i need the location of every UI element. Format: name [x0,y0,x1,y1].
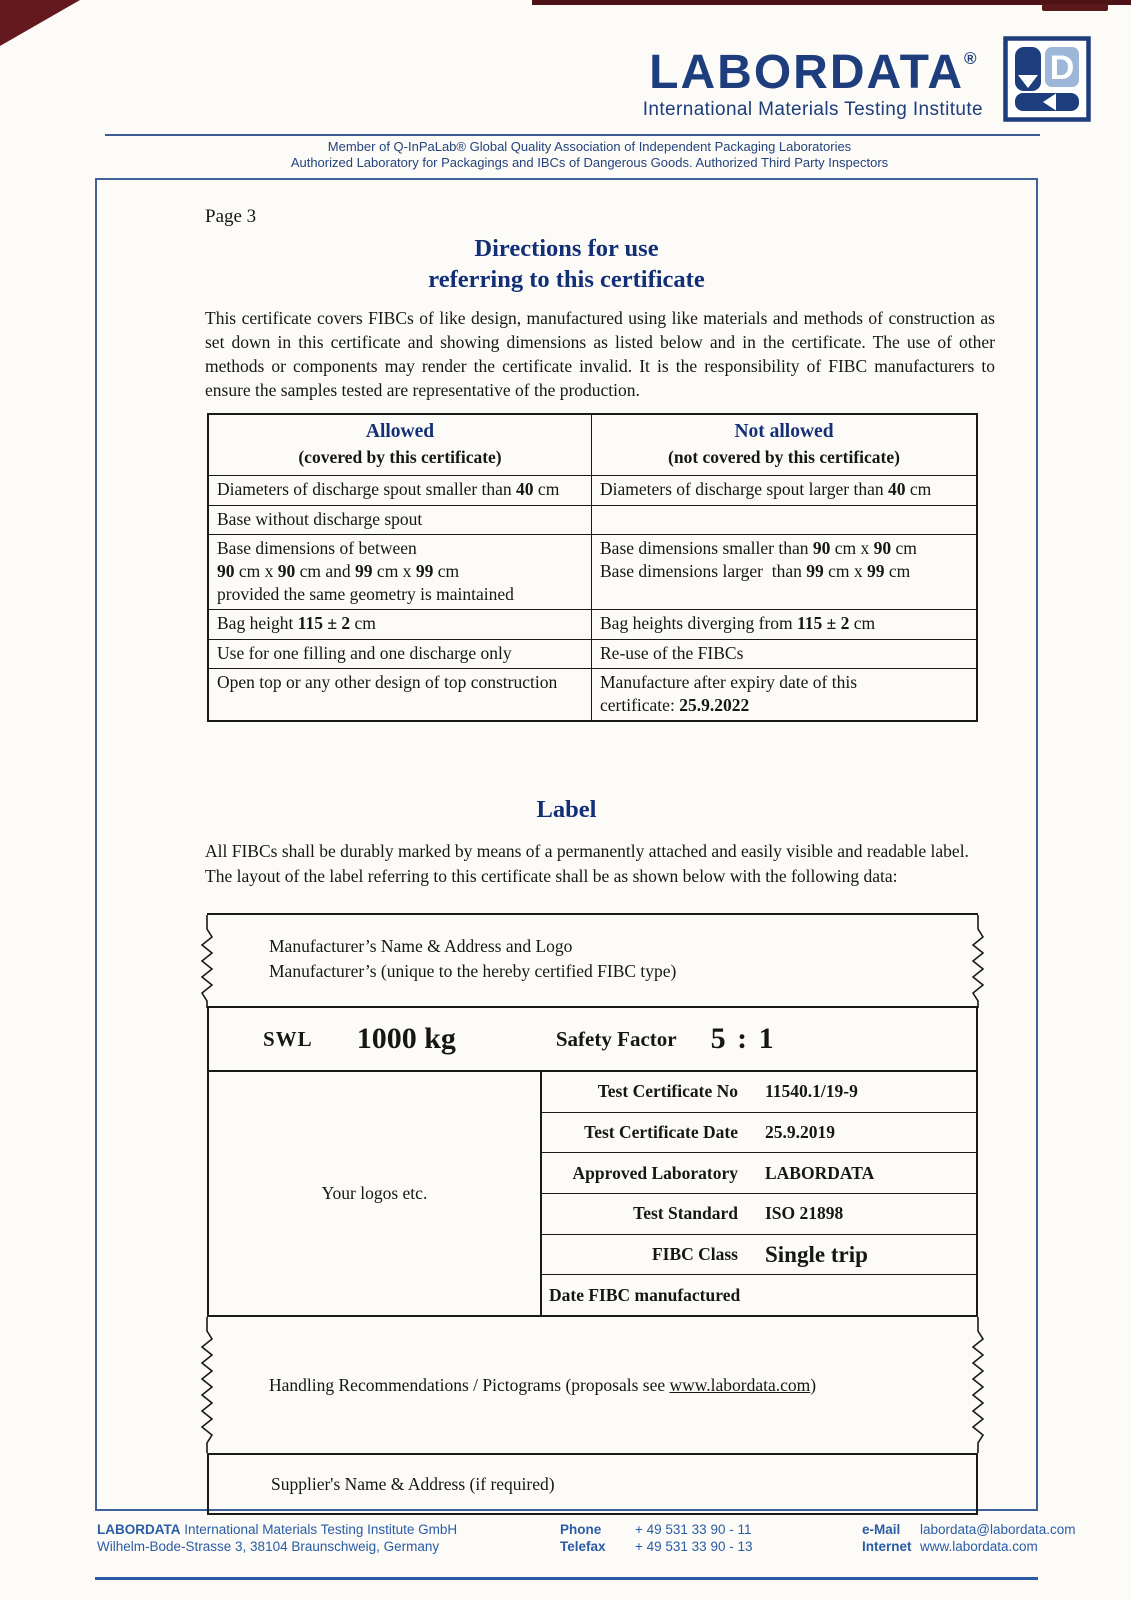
content-frame [95,178,1038,1511]
supplier-text: Supplier's Name & Address (if required) [271,1473,555,1494]
footer-telefax-row [560,1538,752,1555]
zigzag-edge-right [971,915,985,1008]
allowed-title: Allowed [365,421,435,442]
detail-row [542,1275,976,1315]
label-intro-line-2: The layout of the label referring to this certificate shall be as shown below with the following data: [205,866,898,886]
allowed-subtitle: (covered by this certificate) [298,447,502,467]
phone-label: Phone [560,1522,602,1537]
email-value: labordata@labordata.com [920,1522,1076,1537]
detail-label: Test Certificate No [597,1081,738,1102]
member-line-2: Authorized Laboratory for Packagings and IBCs of Dangerous Goods. Authorized Third Party Inspectors [290,154,889,170]
detail-row [542,1072,976,1113]
not-allowed-header-cell [592,415,976,475]
phone-value: + 49 531 33 90 - 11 [635,1522,752,1537]
detail-value: Single trip [765,1241,868,1267]
table-cell: Bag heights diverging from 115 ± 2 cm [600,613,876,633]
not-allowed-subtitle: (not covered by this certificate) [668,447,900,467]
logo-block [0,34,1131,122]
detail-value: 25.9.2019 [765,1122,835,1142]
certificate-details-section [207,1072,978,1317]
footer [97,1521,1076,1555]
footer-internet-row [862,1538,1076,1555]
table-cell: Open top or any other design of top construction [209,669,592,720]
allowed-not-allowed-table [207,413,978,722]
table-cell: Diameters of discharge spout larger than 40 cm [600,479,932,499]
email-label: e-Mail [862,1522,901,1537]
footer-phone-row [560,1521,752,1538]
manufacturer-type-line: Manufacturer’s (unique to the hereby certified FIBC type) [269,961,677,981]
table-row [209,609,976,639]
footer-divider [95,1577,1038,1580]
footer-phone-block [560,1521,752,1555]
registered-trademark-symbol: ® [964,49,977,68]
detail-label: FIBC Class [651,1244,738,1265]
detail-value: ISO 21898 [765,1203,844,1224]
detail-label: Approved Laboratory [572,1162,738,1183]
logos-placeholder-cell [209,1072,540,1315]
label-mockup [207,913,978,1515]
detail-row [542,1113,976,1154]
table-cell: Base without discharge spout [209,506,592,534]
not-allowed-title: Not allowed [734,421,834,442]
swl-value: 1000 kg [356,1022,456,1055]
table-row [209,639,976,668]
table-row [209,668,976,720]
label-section-heading: Label [536,796,597,823]
table-row [209,534,976,609]
label-intro-paragraph [205,839,1036,889]
supplier-section [207,1453,978,1515]
footer-email-row [862,1521,1076,1538]
svg-text:D: D [1049,49,1075,87]
manufacturer-section [207,913,978,1006]
table-header-row [209,415,976,475]
allowed-header-cell [209,415,592,475]
logo-name-text: LABORDATA [649,46,965,99]
swl-label: SWL [263,1026,313,1051]
table-cell [592,506,976,534]
detail-row [542,1153,976,1194]
table-cell: Base dimensions smaller than 90 cm x 90 cm Base dimensions larger than 99 cm x 99 cm [600,538,917,581]
table-row [209,475,976,505]
handling-recommendations-text: Handling Recommendations / Pictograms (proposals see www.labordata.com) [269,1374,817,1395]
footer-email-block [862,1521,1076,1555]
page-title-line-2: referring to this certificate [428,266,705,293]
detail-value: 11540.1/19-9 [765,1081,858,1102]
table-cell: Manufacture after expiry date of this certificate: 25.9.2022 [600,672,858,715]
internet-value: www.labordata.com [920,1539,1038,1554]
footer-company-address: Wilhelm-Bode-Strasse 3, 38104 Braunschweig, Germany [97,1539,440,1554]
handling-section [207,1317,978,1453]
logo-wordmark [643,34,983,98]
table-cell: Re-use of the FIBCs [600,643,744,663]
table-cell: Base dimensions of between 90 cm x 90 cm and 99 cm x 99 cm provided the same geometry is maintained [209,535,592,609]
scan-edge-artifact [532,0,1131,5]
logo-subtitle: International Materials Testing Institute [642,99,983,120]
scan-blob-artifact [1042,4,1108,11]
safety-factor-value: 5 : 1 [710,1022,776,1055]
page-title-line-1: Directions for use [474,235,659,262]
member-line-1: Member of Q-InPaLab® Global Quality Association of Independent Packaging Laboratories [327,139,852,154]
manufacturer-name-line: Manufacturer’s Name & Address and Logo [269,936,573,956]
table-cell: Use for one filling and one discharge only [209,640,592,668]
table-cell: Bag height 115 ± 2 cm [209,610,592,639]
table-row [209,505,976,534]
membership-lines [122,139,1057,170]
logo-text [643,34,983,121]
table-cell: Diameters of discharge spout smaller than 40 cm [209,476,592,505]
detail-label: Test Standard [633,1203,738,1224]
detail-row [542,1194,976,1235]
telefax-value: + 49 531 33 90 - 13 [635,1539,753,1554]
detail-value: LABORDATA [765,1162,875,1183]
details-column [540,1072,976,1315]
labordata-logo-icon [1003,36,1091,122]
detail-label: Test Certificate Date [584,1122,738,1142]
swl-row [207,1006,978,1072]
document-header [0,0,1131,170]
header-divider [105,134,1040,136]
logos-placeholder-text: Your logos etc. [321,1183,428,1203]
telefax-label: Telefax [560,1539,606,1554]
internet-label: Internet [862,1539,912,1554]
zigzag-edge-left [200,1317,214,1453]
page-number: Page 3 [205,206,257,227]
zigzag-edge-left [200,915,214,1008]
intro-paragraph: This certificate covers FIBCs of like design, manufactured using like materials and methods of construction as set down in this certificate and showing dimensions as listed below and in the certificate. The use of other methods or components may render the certificate invalid. It is the responsibility of FIBC manufacturers to ensure the samples tested are representative of the production. [205,308,995,400]
scan-corner-artifact [0,0,80,46]
footer-company-name: LABORDATA International Materials Testing Institute GmbH [97,1522,458,1537]
page-title [97,233,1036,295]
zigzag-edge-right [971,1317,985,1453]
detail-row [542,1235,976,1276]
safety-factor-label: Safety Factor [555,1026,677,1051]
label-intro-line-1: All FIBCs shall be durably marked by means of a permanently attached and easily visible and readable label. [205,841,969,861]
detail-label: Date FIBC manufactured [549,1284,741,1305]
